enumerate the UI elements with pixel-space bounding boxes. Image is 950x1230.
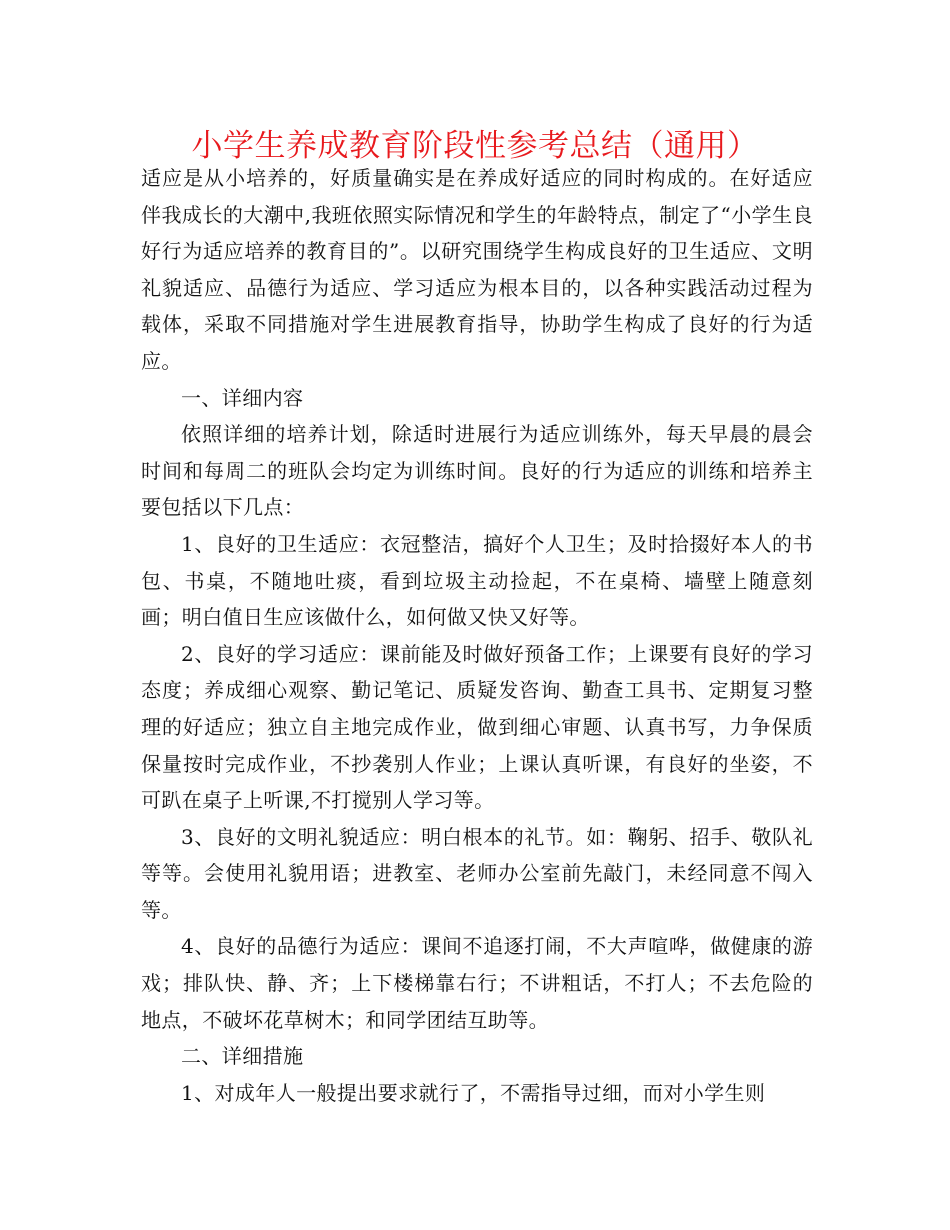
intro-paragraph: 适应是从小培养的，好质量确实是在养成好适应的同时构成的。在好适应伴我成长的大潮中,我班依照实际情况和学生的年龄特点，制定了“小学生良好行为适应培养的教育目的”。以研究围绕学生构成良好的卫生适应、文明礼貌适应、品德行为适应、学习适应为根本目的，以各种实践活动过程为载体，采取不同措施对学生进展教育指导，协助学生构成了良好的行为适应。 — [141, 166, 813, 373]
section-heading-measures: 二、详细措施 — [181, 1044, 304, 1069]
document-title: 小学生养成教育阶段性参考总结（通用） — [191, 128, 759, 164]
document-body — [141, 160, 813, 1111]
conduct-habit-paragraph: 4、良好的品德行为适应：课间不追逐打闹，不大声喧哗，做健康的游戏；排队快、静、齐；上下楼梯靠右行；不讲粗话，不打人；不去危险的地点，不破坏花草树木；和同学团结互助等。 — [141, 934, 813, 1032]
courtesy-habit-paragraph: 3、良好的文明礼貌适应：明白根本的礼节。如：鞠躬、招手、敬队礼等等。会使用礼貌用语；进教室、老师办公室前先敲门，未经同意不闯入等。 — [141, 824, 813, 922]
study-habit-paragraph: 2、良好的学习适应：课前能及时做好预备工作；上课要有良好的学习态度；养成细心观察、勤记笔记、质疑发咨询、勤查工具书、定期复习整理的好适应；独立自主地完成作业，做到细心审题、认真书写，力争保质保量按时完成作业，不抄袭别人作业；上课认真听课，有良好的坐姿，不可趴在桌子上听课,不打搅别人学习等。 — [141, 641, 813, 813]
measures-paragraph: 1、对成年人一般提出要求就行了，不需指导过细，而对小学生则 — [181, 1080, 766, 1105]
section-heading-content: 一、详细内容 — [181, 385, 304, 410]
hygiene-habit-paragraph: 1、良好的卫生适应：衣冠整洁，搞好个人卫生；及时拾掇好本人的书包、书桌，不随地吐痰，看到垃圾主动捡起，不在桌椅、墙壁上随意刻画；明白值日生应该做什么，如何做又快又好等。 — [141, 531, 813, 630]
training-plan-paragraph: 依照详细的培养计划，除适时进展行为适应训练外，每天早晨的晨会时间和每周二的班队会均定为训练时间。良好的行为适应的训练和培养主要包括以下几点： — [141, 422, 813, 520]
